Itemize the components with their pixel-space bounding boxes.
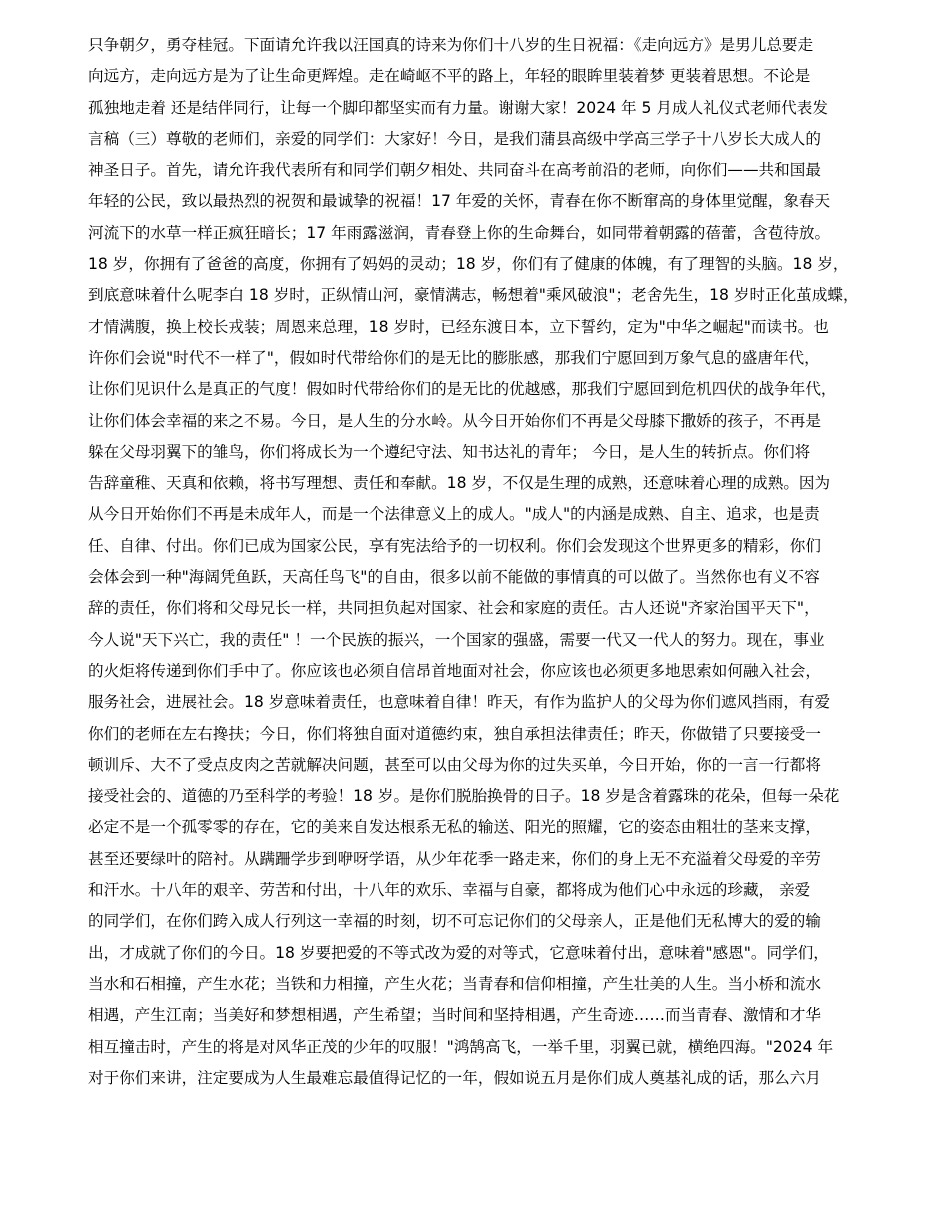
text-line: 年轻的公民，致以最热烈的祝贺和最诚挚的祝福！17 年爱的关怀，青春在你不断窜高的身体里觉醒，象春天 bbox=[88, 192, 831, 211]
text-line: 只争朝夕，勇夺桂冠。下面请允许我以汪国真的诗来为你们十八岁的生日祝福：《走向远方》是男儿总要走 bbox=[88, 36, 814, 54]
document-body bbox=[88, 30, 868, 1094]
text-line: 到底意味着什么呢李白 18 岁时，正纵情山河，豪情满志，畅想着"乘风破浪"；老舍先生，18 岁时正化茧成蝶， bbox=[88, 286, 859, 305]
text-line: 当水和石相撞，产生水花；当铁和力相撞，产生火花；当青春和信仰相撞，产生壮美的人生。当小桥和流水 bbox=[88, 974, 821, 993]
text-line: 任、自律、付出。你们已成为国家公民，享有宪法给予的一切权利。你们会发现这个世界更多的精彩，你们 bbox=[88, 536, 821, 555]
text-line: 言稿（三）尊敬的老师们，亲爱的同学们：大家好！今日，是我们蒲县高级中学高三学子十八岁长大成人的 bbox=[88, 129, 821, 148]
text-line: 你们的老师在左右搀扶；今日，你们将独自面对道德约束，独自承担法律责任；昨天，你做错了只要接受一 bbox=[88, 724, 821, 743]
text-line: 才情满腹，换上校长戎装；周恩来总理，18 岁时，已经东渡日本，立下誓约，定为"中华之崛起"而读书。也 bbox=[88, 317, 829, 336]
text-line: 和汗水。十八年的艰辛、劳苦和付出，十八年的欢乐、幸福与自豪，都将成为他们心中永远的珍藏， 亲爱 bbox=[88, 881, 811, 900]
text-line: 的同学们，在你们跨入成人行列这一幸福的时刻，切不可忘记你们的父母亲人，正是他们无私博大的爱的输 bbox=[88, 912, 821, 931]
text-line: 必定不是一个孤零零的存在，它的美来自发达根系无私的输送、阳光的照耀，它的姿态由粗壮的茎来支撑， bbox=[88, 818, 821, 837]
text-line: 服务社会，进展社会。18 岁意味着责任，也意味着自律！昨天，有作为监护人的父母为你们遮风挡雨，有爱 bbox=[88, 693, 831, 712]
text-line: 告辞童稚、天真和依赖，将书写理想、责任和奉献。18 岁，不仅是生理的成熟，还意味着心理的成熟。因为 bbox=[88, 474, 831, 493]
text-line: 今人说"天下兴亡，我的责任" ！一个民族的振兴，一个国家的强盛，需要一代又一代人的努力。现在，事业 bbox=[88, 630, 825, 649]
text-line: 从今日开始你们不再是未成年人，而是一个法律意义上的成人。"成人"的内涵是成熟、自主、追求，也是责 bbox=[88, 505, 820, 524]
text-line: 甚至还要绿叶的陪衬。从蹒跚学步到咿呀学语，从少年花季一路走来，你们的身上无不充溢着父母爱的辛劳 bbox=[88, 849, 821, 868]
text-line: 会体会到一种"海阔凭鱼跃，天高任鸟飞"的自由，很多以前不能做的事情真的可以做了。当然你也有义不容 bbox=[88, 568, 820, 587]
text-line: 孤独地走着 还是结伴同行，让每一个脚印都坚实而有力量。谢谢大家！2024 年 5 月成人礼仪式老师代表发 bbox=[88, 98, 828, 117]
text-line: 辞的责任，你们将和父母兄长一样，共同担负起对国家、社会和家庭的责任。古人还说"齐家治国平天下"， bbox=[88, 599, 820, 618]
text-line: 躲在父母羽翼下的雏鸟，你们将成长为一个遵纪守法、知书达礼的青年； 今日，是人生的转折点。你们将 bbox=[88, 442, 811, 461]
text-line: 相互撞击时，产生的将是对风华正茂的少年的叹服！"鸿鹄高飞，一举千里，羽翼已就，横绝四海。"2024 年 bbox=[88, 1037, 834, 1056]
text-line: 顿训斥、大不了受点皮肉之苦就解决问题，甚至可以由父母为你的过失买单，今日开始，你的一言一行都将 bbox=[88, 755, 821, 774]
text-line: 接受社会的、道德的乃至科学的考验！18 岁。是你们脱胎换骨的日子。18 岁是含着露珠的花朵，但每一朵花 bbox=[88, 787, 840, 806]
text-line: 神圣日子。首先，请允许我代表所有和同学们朝夕相处、共同奋斗在高考前沿的老师，向你们——共和国最 bbox=[88, 161, 821, 180]
text-line: 河流下的水草一样正疯狂暗长；17 年雨露滋润，青春登上你的生命舞台，如同带着朝露的蓓蕾，含苞待放。 bbox=[88, 223, 831, 242]
text-line: 向远方，走向远方是为了让生命更辉煌。走在崎岖不平的路上，年轻的眼眸里装着梦 更装着思想。不论是 bbox=[88, 67, 811, 86]
text-line: 的火炬将传递到你们手中了。你应该也必须自信昂首地面对社会，你应该也必须更多地思索如何融入社会， bbox=[88, 661, 821, 680]
text-line: 18 岁，你拥有了爸爸的高度，你拥有了妈妈的灵动；18 岁，你们有了健康的体魄，有了理智的头脑。18 岁， bbox=[88, 255, 849, 274]
text-line: 让你们体会幸福的来之不易。今日，是人生的分水岭。从今日开始你们不再是父母膝下撒娇的孩子，不再是 bbox=[88, 411, 821, 430]
text-line: 对于你们来讲，注定要成为人生最难忘最值得记忆的一年，假如说五月是你们成人奠基礼成的话，那么六月 bbox=[88, 1068, 821, 1087]
text-line: 相遇，产生江南；当美好和梦想相遇，产生希望；当时间和坚持相遇，产生奇迹……而当青春、激情和才华 bbox=[88, 1006, 821, 1025]
text-line: 让你们见识什么是真正的气度！假如时代带给你们的是无比的优越感，那我们宁愿回到危机四伏的战争年代， bbox=[88, 380, 837, 399]
text-line: 出，才成就了你们的今日。18 岁要把爱的不等式改为爱的对等式，它意味着付出，意味着"感恩"。同学们， bbox=[88, 943, 829, 962]
text-line: 许你们会说"时代不一样了"，假如时代带给你们的是无比的膨胀感，那我们宁愿回到万象气息的盛唐年代， bbox=[88, 348, 820, 367]
